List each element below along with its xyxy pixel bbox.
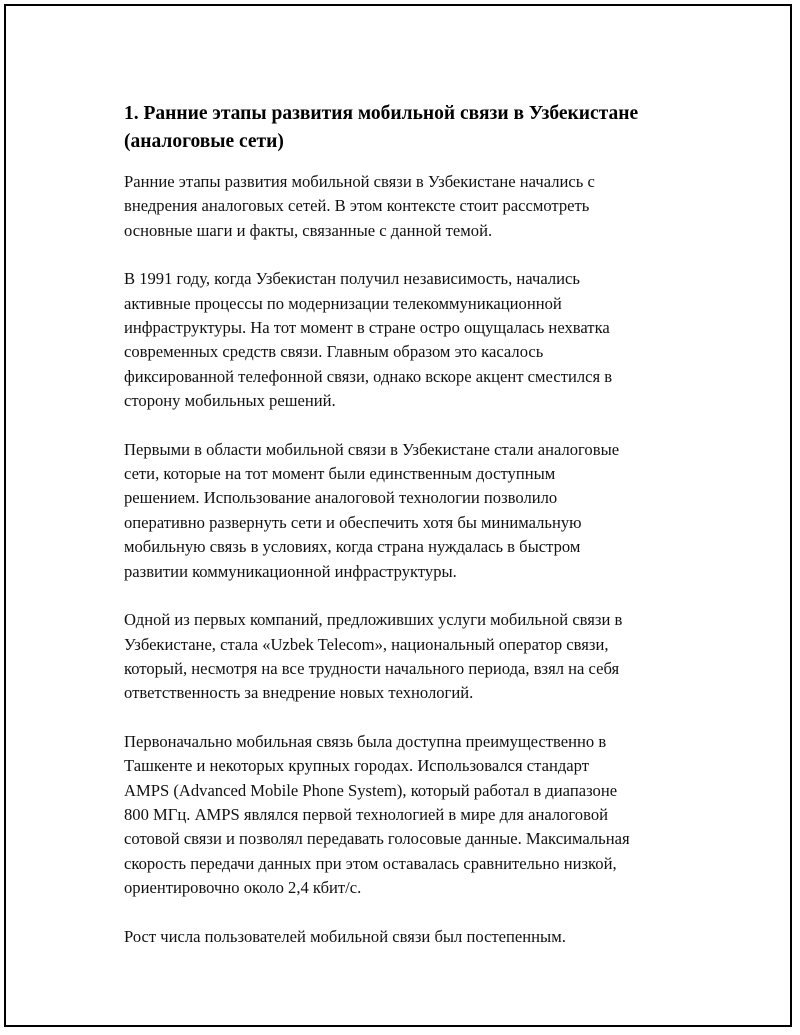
text-line: внедрения аналоговых сетей. В этом контексте стоит рассмотреть: [124, 196, 590, 216]
paragraph-analog-networks: [124, 438, 694, 584]
text-line: современных средств связи. Главным образом это касалось: [124, 342, 544, 362]
text-line: оперативно развернуть сети и обеспечить хотя бы минимальную: [124, 512, 582, 532]
heading-line: 1. Ранние этапы развития мобильной связи в Узбекистане: [124, 103, 639, 124]
text-line: развитии коммуникационной инфраструктуры.: [124, 561, 457, 581]
text-line: сторону мобильных решений.: [124, 391, 336, 411]
text-line: AMPS (Advanced Mobile Phone System), который работал в диапазоне: [124, 780, 618, 800]
text-line: Первоначально мобильная связь была доступна преимущественно в: [124, 731, 607, 751]
text-line: мобильную связь в условиях, когда страна нуждалась в быстром: [124, 537, 581, 557]
text-line: Ташкенте и некоторых крупных городах. Использовался стандарт: [124, 756, 589, 776]
heading-line: (аналоговые сети): [124, 131, 284, 152]
paragraph-user-growth: [124, 925, 694, 949]
paragraph-intro: [124, 170, 694, 243]
text-line: Ранние этапы развития мобильной связи в Узбекистане начались с: [124, 172, 595, 191]
text-line: сети, которые на тот момент были единственным доступным: [124, 464, 556, 484]
section-heading: [124, 100, 694, 156]
text-line: инфраструктуры. На тот момент в стране остро ощущалась нехватка: [124, 318, 610, 338]
text-line: решением. Использование аналоговой технологии позволило: [124, 488, 558, 508]
text-line: сотовой связи и позволял передавать голосовые данные. Максимальная: [124, 829, 630, 849]
text-line: основные шаги и факты, связанные с данной темой.: [124, 220, 493, 240]
text-line: Одной из первых компаний, предложивших услуги мобильной связи в: [124, 610, 623, 630]
paragraph-uzbek-telecom: [124, 608, 694, 706]
text-line: Узбекистане, стала «Uzbek Telecom», национальный оператор связи,: [124, 634, 609, 654]
text-line: ответственность за внедрение новых технологий.: [124, 683, 474, 703]
text-line: активные процессы по модернизации телекоммуникационной: [124, 293, 562, 313]
text-line: В 1991 году, когда Узбекистан получил независимость, начались: [124, 269, 580, 289]
paragraph-amps: [124, 730, 694, 901]
text-line: ориентировочно около 2,4 кбит/с.: [124, 878, 362, 898]
page-frame: [4, 4, 792, 1027]
text-line: фиксированной телефонной связи, однако вскоре акцент сместился в: [124, 366, 613, 386]
text-line: 800 МГц. AMPS являлся первой технологией в мире для аналоговой: [124, 804, 608, 824]
text-line: который, несмотря на все трудности начального периода, взял на себя: [124, 658, 620, 678]
text-line: Рост числа пользователей мобильной связи был постепенным.: [124, 926, 566, 946]
paragraph-1991: [124, 267, 694, 413]
document-body: [124, 100, 694, 973]
text-line: скорость передачи данных при этом оставалась сравнительно низкой,: [124, 853, 617, 873]
text-line: Первыми в области мобильной связи в Узбекистане стали аналоговые: [124, 439, 620, 459]
